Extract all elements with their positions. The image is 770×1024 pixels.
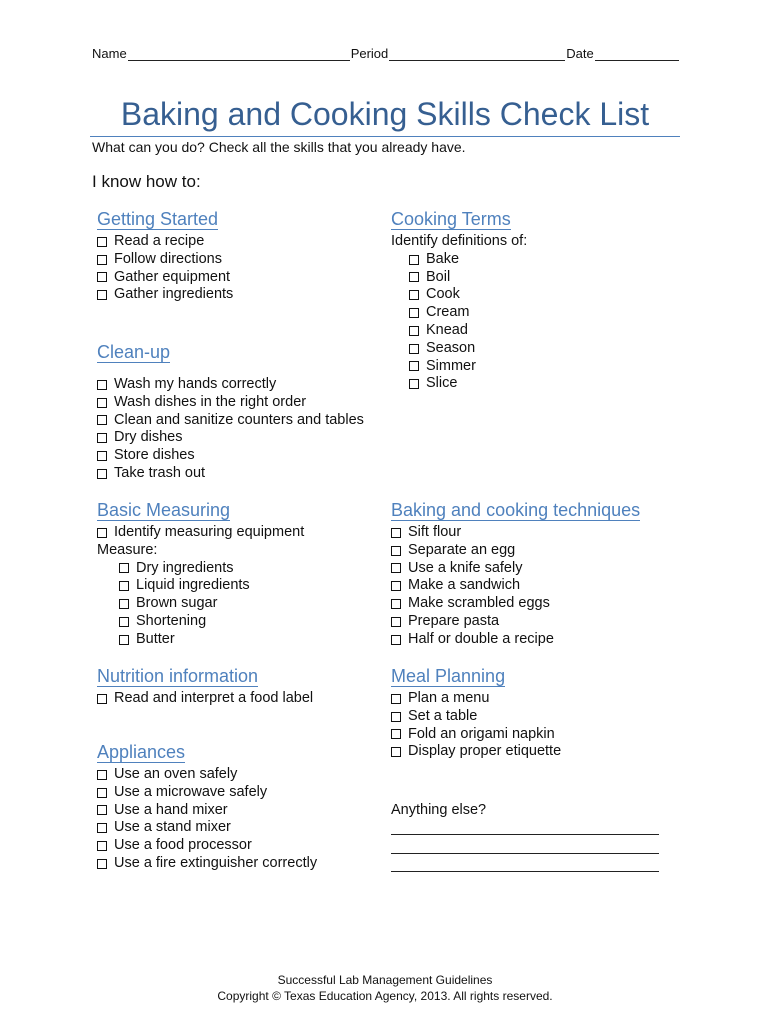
list-item[interactable]: Set a table — [391, 708, 561, 726]
list-item[interactable]: Display proper etiquette — [391, 743, 561, 761]
list-item[interactable]: Gather equipment — [97, 269, 233, 287]
checkbox-icon[interactable] — [119, 599, 129, 609]
checkbox-icon[interactable] — [409, 379, 419, 389]
list-item[interactable]: Use a hand mixer — [97, 802, 317, 820]
checkbox-icon[interactable] — [119, 563, 129, 573]
basic-measuring-list — [97, 524, 304, 649]
intro-text: What can you do? Check all the skills that you already have. — [92, 139, 466, 155]
checkbox-icon[interactable] — [119, 617, 129, 627]
list-item[interactable]: Bake — [391, 251, 527, 269]
checkbox-icon[interactable] — [391, 729, 401, 739]
checkbox-icon[interactable] — [97, 469, 107, 479]
checkbox-icon[interactable] — [391, 694, 401, 704]
techniques-heading: Baking and cooking techniques — [391, 500, 641, 520]
list-item[interactable]: Make a sandwich — [391, 577, 554, 595]
list-item[interactable]: Slice — [391, 375, 527, 393]
footer-guidelines: Successful Lab Management Guidelines — [277, 973, 493, 987]
list-item[interactable]: Store dishes — [97, 447, 364, 465]
getting-started-list — [97, 233, 233, 304]
list-item[interactable]: Gather ingredients — [97, 286, 233, 304]
appliances-heading: Appliances — [97, 742, 186, 762]
cooking-terms-list — [391, 233, 527, 393]
list-item[interactable]: Knead — [391, 322, 527, 340]
list-item[interactable]: Read a recipe — [97, 233, 233, 251]
measure-label: Measure: — [97, 541, 158, 558]
list-item[interactable]: Clean and sanitize counters and tables — [97, 412, 364, 430]
checkbox-icon[interactable] — [97, 433, 107, 443]
list-item[interactable]: Plan a menu — [391, 690, 561, 708]
list-item[interactable]: Take trash out — [97, 465, 364, 483]
checkbox-icon[interactable] — [97, 805, 107, 815]
checkbox-icon[interactable] — [97, 823, 107, 833]
list-item[interactable]: Brown sugar — [97, 595, 304, 613]
list-item[interactable]: Wash my hands correctly — [97, 376, 364, 394]
checkbox-icon[interactable] — [409, 272, 419, 282]
meal-planning-list — [391, 690, 561, 761]
list-item[interactable]: Liquid ingredients — [97, 577, 304, 595]
checkbox-icon[interactable] — [391, 563, 401, 573]
list-item[interactable]: Follow directions — [97, 251, 233, 269]
anything-else-line[interactable] — [391, 853, 659, 854]
title-divider — [90, 136, 680, 137]
checkbox-icon[interactable] — [97, 398, 107, 408]
date-label: Date — [566, 46, 594, 61]
cooking-terms-intro: Identify definitions of: — [391, 233, 528, 249]
nutrition-heading: Nutrition information — [97, 666, 259, 686]
list-item[interactable]: Sift flour — [391, 524, 554, 542]
period-field[interactable] — [389, 48, 565, 61]
getting-started-heading: Getting Started — [97, 209, 219, 229]
footer-copyright: Copyright © Texas Education Agency, 2013. All rights reserved. — [217, 989, 553, 1003]
checkbox-icon[interactable] — [97, 380, 107, 390]
list-item[interactable]: Simmer — [391, 358, 527, 376]
checkbox-icon[interactable] — [97, 237, 107, 247]
checkbox-icon[interactable] — [391, 546, 401, 556]
checkbox-icon[interactable] — [97, 859, 107, 869]
nutrition-list — [97, 690, 313, 708]
list-item[interactable]: Make scrambled eggs — [391, 595, 554, 613]
name-label: Name — [92, 46, 127, 61]
list-item[interactable]: Butter — [97, 631, 304, 649]
checkbox-icon[interactable] — [97, 694, 107, 704]
list-item[interactable]: Fold an origami napkin — [391, 726, 561, 744]
checkbox-icon[interactable] — [97, 841, 107, 851]
name-field[interactable] — [128, 48, 350, 61]
list-item[interactable]: Shortening — [97, 613, 304, 631]
anything-else-label: Anything else? — [391, 802, 487, 818]
list-item[interactable]: Cook — [391, 286, 527, 304]
clean-up-list — [97, 376, 364, 483]
anything-else-line[interactable] — [391, 834, 659, 835]
list-item[interactable]: Separate an egg — [391, 542, 554, 560]
page-title: Baking and Cooking Skills Check List — [120, 96, 650, 132]
list-item[interactable]: Cream — [391, 304, 527, 322]
basic-measuring-heading: Basic Measuring — [97, 500, 231, 520]
checkbox-icon[interactable] — [97, 290, 107, 300]
checkbox-icon[interactable] — [97, 788, 107, 798]
period-label: Period — [350, 46, 389, 61]
list-item[interactable]: Season — [391, 340, 527, 358]
list-item[interactable]: Half or double a recipe — [391, 631, 554, 649]
checkbox-icon[interactable] — [97, 770, 107, 780]
list-item[interactable]: Use a knife safely — [391, 560, 554, 578]
checkbox-icon[interactable] — [391, 528, 401, 538]
list-item[interactable]: Use a food processor — [97, 837, 317, 855]
list-item[interactable]: Prepare pasta — [391, 613, 554, 631]
checkbox-icon[interactable] — [391, 747, 401, 757]
date-field[interactable] — [595, 48, 679, 61]
know-how-label: I know how to: — [92, 172, 201, 191]
checkbox-icon[interactable] — [119, 581, 129, 591]
list-item[interactable]: Dry ingredients — [97, 560, 304, 578]
list-item[interactable]: Use an oven safely — [97, 766, 317, 784]
checkbox-icon[interactable] — [391, 617, 401, 627]
checkbox-icon[interactable] — [409, 361, 419, 371]
list-item[interactable]: Wash dishes in the right order — [97, 394, 364, 412]
checkbox-icon[interactable] — [409, 308, 419, 318]
list-item[interactable]: Dry dishes — [97, 429, 364, 447]
checkbox-icon[interactable] — [409, 290, 419, 300]
checkbox-icon[interactable] — [97, 451, 107, 461]
checkbox-icon[interactable] — [97, 415, 107, 425]
checkbox-icon[interactable] — [409, 255, 419, 265]
clean-up-heading: Clean-up — [97, 342, 171, 362]
student-info-line — [92, 46, 682, 61]
anything-else-line[interactable] — [391, 871, 659, 872]
checkbox-icon[interactable] — [97, 255, 107, 265]
page-footer — [0, 972, 770, 1004]
checkbox-icon[interactable] — [391, 635, 401, 645]
checkbox-icon[interactable] — [409, 326, 419, 336]
checkbox-icon[interactable] — [391, 712, 401, 722]
checkbox-icon[interactable] — [409, 344, 419, 354]
checkbox-icon[interactable] — [391, 581, 401, 591]
checkbox-icon[interactable] — [119, 635, 129, 645]
appliances-list — [97, 766, 317, 873]
list-item[interactable]: Boil — [391, 269, 527, 287]
list-item[interactable]: Use a stand mixer — [97, 819, 317, 837]
checkbox-icon[interactable] — [97, 272, 107, 282]
checkbox-icon[interactable] — [97, 528, 107, 538]
meal-planning-heading: Meal Planning — [391, 666, 506, 686]
techniques-list — [391, 524, 554, 649]
checkbox-icon[interactable] — [391, 599, 401, 609]
list-item[interactable]: Use a fire extinguisher correctly — [97, 855, 317, 873]
list-item[interactable]: Read and interpret a food label — [97, 690, 313, 708]
cooking-terms-heading: Cooking Terms — [391, 209, 511, 229]
list-item[interactable]: Identify measuring equipment — [97, 524, 304, 542]
list-item[interactable]: Use a microwave safely — [97, 784, 317, 802]
